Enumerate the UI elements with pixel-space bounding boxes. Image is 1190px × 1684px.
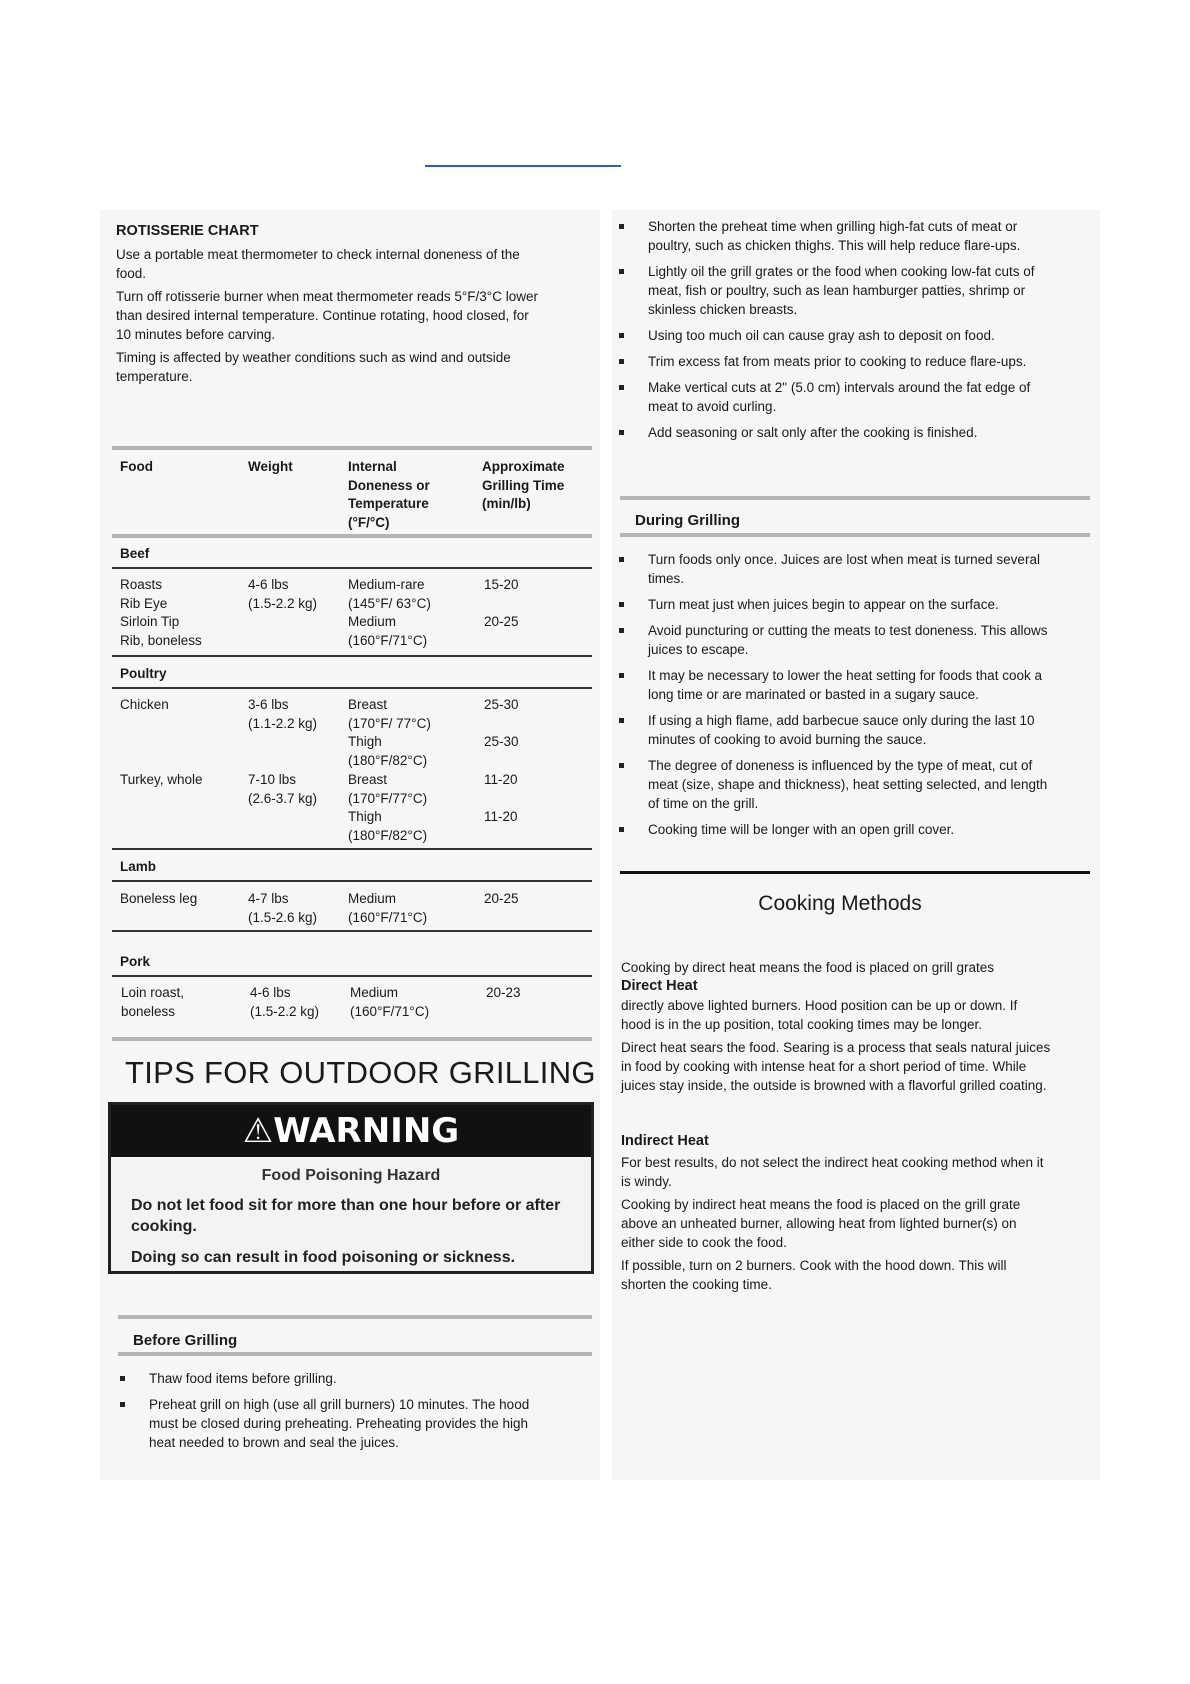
list-item-text: Avoid puncturing or cutting the meats to test doneness. This allows juices to escape. <box>648 623 1048 657</box>
turkey-doneness: Breast (170°F/77°C) Thigh (180°F/82°C) <box>348 772 428 843</box>
list-item <box>619 550 1049 588</box>
list-item <box>619 326 1049 345</box>
beef-food: Roasts Rib Eye Sirloin Tip Rib, boneless <box>120 577 202 648</box>
bullet-icon <box>619 718 624 723</box>
list-item <box>619 820 1049 839</box>
list-item-text: It may be necessary to lower the heat setting for foods that cook a long time or are marinated or basted in a sugary sauce. <box>648 668 1042 702</box>
warning-subtitle: Food Poisoning Hazard <box>261 1167 441 1184</box>
during-grilling-label: During Grilling <box>635 512 740 529</box>
chicken-food: Chicken <box>120 697 169 712</box>
list-item <box>619 423 1049 442</box>
chicken-time-2: 25-30 <box>484 734 519 749</box>
before-top-rule <box>118 1315 592 1319</box>
list-item <box>619 378 1049 416</box>
row-rule <box>112 930 592 932</box>
direct-heat-intro: Cooking by direct heat means the food is placed on grill grates <box>621 960 994 975</box>
warning-box <box>108 1102 594 1274</box>
header-link-underline <box>425 165 621 167</box>
indirect-heat-label: Indirect Heat <box>621 1133 709 1149</box>
direct-heat-paragraph: directly above lighted burners. Hood position can be up or down. If hood is in the up position, total cooking times may be longer. <box>621 998 1018 1032</box>
chicken-time-1: 25-30 <box>484 697 519 712</box>
section-beef: Beef <box>120 546 150 561</box>
list-item <box>120 1369 540 1388</box>
rotisserie-paragraph: Timing is affected by weather conditions such as wind and outside temperature. <box>116 350 511 384</box>
list-item-text: Lightly oil the grill grates or the food when cooking low-fat cuts of meat, fish or poultry, such as lean hamburger patties, shrimp or skinless chicken breasts. <box>648 264 1035 317</box>
lamb-time: 20-25 <box>484 891 519 906</box>
bullet-icon <box>619 430 624 435</box>
list-item <box>619 352 1049 371</box>
bullet-icon <box>619 673 624 678</box>
table-top-rule <box>112 446 592 450</box>
rotisserie-paragraph: Turn off rotisserie burner when meat thermometer reads 5°F/3°C lower than desired internal temperature. Continue rotating, hood closed, for 10 minutes before carving. <box>116 289 538 342</box>
table-header-rule <box>112 534 592 538</box>
indirect-heat-paragraph: For best results, do not select the indirect heat cooking method when it is windy. <box>621 1155 1044 1189</box>
direct-heat-section <box>621 958 1051 1099</box>
list-item-text: Cooking time will be longer with an open grill cover. <box>648 822 955 837</box>
left-column-panel <box>100 210 600 1480</box>
beef-weight: 4-6 lbs (1.5-2.2 kg) <box>248 577 318 611</box>
section-poultry: Poultry <box>120 666 167 681</box>
list-item <box>619 262 1049 319</box>
rotisserie-title: ROTISSERIE CHART <box>116 223 259 239</box>
beef-doneness: Medium-rare (145°F/ 63°C) Medium (160°F/71°C) <box>348 577 431 648</box>
row-rule <box>112 848 592 850</box>
indirect-heat-section <box>621 1132 1051 1298</box>
indirect-heat-paragraph: If possible, turn on 2 burners. Cook with the hood down. This will shorten the cooking time. <box>621 1258 1007 1292</box>
pork-weight: 4-6 lbs (1.5-2.2 kg) <box>250 985 320 1019</box>
cooking-methods-rule <box>620 871 1090 874</box>
lamb-weight: 4-7 lbs (1.5-2.6 kg) <box>248 891 318 925</box>
grilling-tips-list <box>619 217 1049 449</box>
list-item <box>619 756 1049 813</box>
bullet-icon <box>619 385 624 390</box>
bullet-icon <box>619 602 624 607</box>
list-item <box>619 595 1049 614</box>
list-item-text: If using a high flame, add barbecue sauce only during the last 10 minutes of cooking to avoid burning the sauce. <box>648 713 1035 747</box>
warning-text-2: Doing so can result in food poisoning or sickness. <box>131 1249 516 1266</box>
list-item <box>619 666 1049 704</box>
section-lamb: Lamb <box>120 859 157 874</box>
bullet-icon <box>619 557 624 562</box>
turkey-time-1: 11-20 <box>484 772 518 787</box>
beef-time-2: 20-25 <box>484 614 519 629</box>
tips-title: TIPS FOR OUTDOOR GRILLING <box>125 1055 596 1090</box>
list-item <box>619 711 1049 749</box>
row-rule <box>112 567 592 569</box>
direct-heat-paragraph: Direct heat sears the food. Searing is a process that seals natural juices in food by cooking with intense heat for a short period of time. While juices stay inside, the outside is browned with a flavorful grilled coating. <box>621 1040 1051 1093</box>
list-item-text: The degree of doneness is influenced by the type of meat, cut of meat (size, shape and thickness), heat setting selected, and length of time on the grill. <box>648 758 1048 811</box>
pork-food: Loin roast, boneless <box>121 985 185 1019</box>
list-item <box>619 621 1049 659</box>
indirect-heat-paragraph: Cooking by indirect heat means the food is placed on the grill grate above an unheated burner, allowing heat from lighted burner(s) on either side to cook the food. <box>621 1197 1021 1250</box>
lamb-doneness: Medium (160°F/71°C) <box>348 891 428 925</box>
chicken-doneness: Breast (170°F/ 77°C) Thigh (180°F/82°C) <box>348 697 431 768</box>
bullet-icon <box>619 763 624 768</box>
before-grilling-list <box>120 1369 540 1459</box>
list-item-text: Thaw food items before grilling. <box>149 1371 337 1386</box>
col-header-time: Approximate Grilling Time (min/lb) <box>482 459 565 511</box>
before-grilling-label: Before Grilling <box>133 1332 238 1349</box>
turkey-time-2: 11-20 <box>484 809 518 824</box>
table-bottom-rule <box>112 1037 592 1041</box>
list-item <box>120 1395 540 1452</box>
rotisserie-paragraph: Use a portable meat thermometer to check internal doneness of the food. <box>116 247 520 281</box>
pork-doneness: Medium (160°F/71°C) <box>350 985 430 1019</box>
during-bottom-rule <box>620 533 1090 537</box>
bullet-icon <box>120 1402 125 1407</box>
col-header-food: Food <box>120 459 153 474</box>
list-item-text: Shorten the preheat time when grilling high-fat cuts of meat or poultry, such as chicken thighs. This will help reduce flare-ups. <box>648 219 1021 253</box>
warning-text-1: Do not let food sit for more than one hour before or after cooking. <box>131 1197 561 1235</box>
during-grilling-list <box>619 550 1049 846</box>
warning-heading: ⚠WARNING <box>111 1105 591 1157</box>
row-rule <box>112 880 592 882</box>
list-item <box>619 217 1049 255</box>
row-rule <box>112 655 592 657</box>
turkey-weight: 7-10 lbs (2.6-3.7 kg) <box>248 772 318 806</box>
during-top-rule <box>620 496 1090 500</box>
list-item-text: Preheat grill on high (use all grill burners) 10 minutes. The hood must be closed during preheating. Preheating provides the high heat needed to brown and seal the juices. <box>149 1397 530 1450</box>
before-bottom-rule <box>118 1352 592 1356</box>
col-header-doneness: Internal Doneness or Temperature (°F/°C) <box>348 459 430 530</box>
bullet-icon <box>619 827 624 832</box>
list-item-text: Turn foods only once. Juices are lost when meat is turned several times. <box>648 552 1040 586</box>
bullet-icon <box>619 224 624 229</box>
lamb-food: Boneless leg <box>120 891 198 906</box>
cooking-methods-title: Cooking Methods <box>758 892 922 915</box>
direct-heat-label: Direct Heat <box>621 978 698 994</box>
row-rule <box>112 687 592 689</box>
bullet-icon <box>619 628 624 633</box>
rotisserie-intro <box>116 245 546 390</box>
bullet-icon <box>120 1376 125 1381</box>
list-item-text: Add seasoning or salt only after the cooking is finished. <box>648 425 978 440</box>
pork-time: 20-23 <box>486 985 521 1000</box>
section-pork: Pork <box>120 954 151 969</box>
bullet-icon <box>619 269 624 274</box>
chicken-weight: 3-6 lbs (1.1-2.2 kg) <box>248 697 318 731</box>
row-rule <box>112 975 592 977</box>
list-item-text: Using too much oil can cause gray ash to deposit on food. <box>648 328 995 343</box>
list-item-text: Trim excess fat from meats prior to cooking to reduce flare-ups. <box>648 354 1027 369</box>
bullet-icon <box>619 359 624 364</box>
list-item-text: Turn meat just when juices begin to appear on the surface. <box>648 597 999 612</box>
bullet-icon <box>619 333 624 338</box>
col-header-weight: Weight <box>248 459 293 474</box>
list-item-text: Make vertical cuts at 2" (5.0 cm) intervals around the fat edge of meat to avoid curling. <box>648 380 1031 414</box>
beef-time-1: 15-20 <box>484 577 519 592</box>
turkey-food: Turkey, whole <box>120 772 203 787</box>
